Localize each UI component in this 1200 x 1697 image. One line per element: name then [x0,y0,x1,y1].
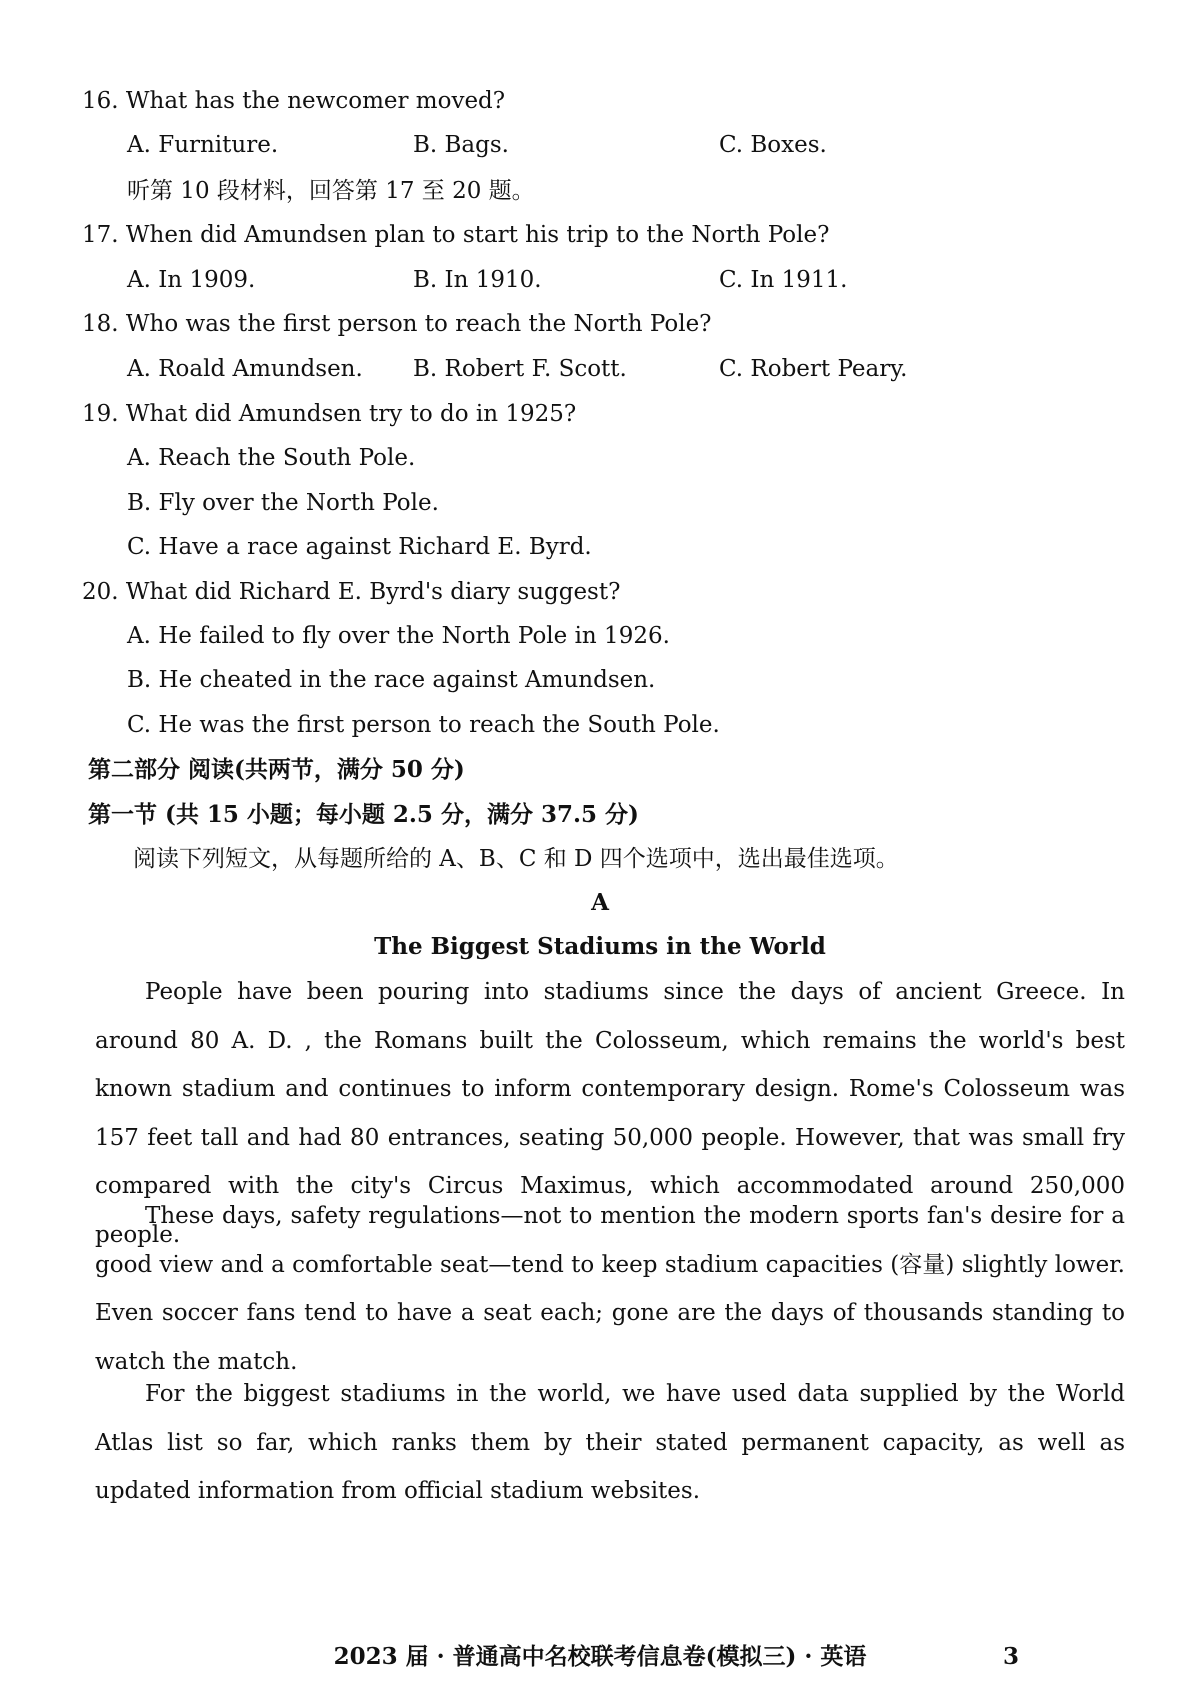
paragraph-text: For the biggest stadiums in the world, we have used data supplied by the World Atlas list so far, which ranks them by their stated permanent capacity, as well as updated information from official stadium websites. [95,1381,1125,1504]
question-20 [82,577,620,607]
passage-label: A [591,889,609,916]
option-19b: B. Fly over the North Pole. [127,490,439,516]
passage-paragraph-3 [95,1370,1125,1516]
option-17c: C. In 1911. [719,267,848,293]
option-20b: B. He cheated in the race against Amundsen. [127,667,656,693]
option-16b: B. Bags. [413,132,509,158]
option-17b: B. In 1910. [413,267,542,293]
question-text: What did Richard E. Byrd's diary suggest? [125,579,621,605]
option-19c: C. Have a race against Richard E. Byrd. [127,534,592,560]
paragraph-text: People have been pouring into stadiums since the days of ancient Greece. In around 80 A. D. , the Romans built the Colosseum, which remains the world's best known stadium and continues to inform contemporary design. Rome's Colosseum was 157 feet tall and had 80 entrances, seating 50,000 people. However, that was small fry compared with the city's Circus Maximus, which accommodated around 250,000 people. [95,979,1125,1248]
section1-heading: 第一节 (共 15 小题；每小题 2.5 分，满分 37.5 分) [88,801,639,828]
passage-paragraph-2 [95,1192,1125,1386]
question-number: 18. [82,311,119,337]
question-text: What did Amundsen try to do in 1925? [125,401,577,427]
part2-heading: 第二部分 阅读(共两节，满分 50 分) [88,756,465,783]
page-number: 3 [1003,1643,1020,1670]
question-number: 17. [82,222,119,248]
paragraph-text: These days, safety regulations—not to mention the modern sports fan's desire for a good view and a comfortable seat—tend to keep stadium capacities (容量) slightly lower. Even soccer fans tend to have a seat each; gone are the days of thousands standing to watch the match. [95,1203,1125,1375]
option-18a: A. Roald Amundsen. [127,356,363,382]
option-17a: A. In 1909. [127,267,256,293]
option-20c: C. He was the first person to reach the South Pole. [127,712,720,738]
option-18b: B. Robert F. Scott. [413,356,627,382]
option-16c: C. Boxes. [719,132,827,158]
question-number: 20. [82,579,119,605]
option-18c: C. Robert Peary. [719,356,908,382]
option-16a: A. Furniture. [127,132,279,158]
question-18 [82,309,712,339]
question-17 [82,220,829,250]
question-text: Who was the first person to reach the North Pole? [125,311,712,337]
footer-title: 2023 届 · 普通高中名校联考信息卷(模拟三) · 英语 [333,1643,867,1670]
option-19a: A. Reach the South Pole. [127,445,416,471]
option-20a: A. He failed to fly over the North Pole in 1926. [127,623,670,649]
question-19 [82,399,576,429]
reading-instruction: 阅读下列短文，从每题所给的 A、B、C 和 D 四个选项中，选出最佳选项。 [133,846,899,872]
question-text: What has the newcomer moved? [125,88,506,114]
question-number: 19. [82,401,119,427]
question-text: When did Amundsen plan to start his trip to the North Pole? [125,222,830,248]
passage-title: The Biggest Stadiums in the World [374,933,826,960]
question-number: 16. [82,88,119,114]
listening-instruction: 听第 10 段材料，回答第 17 至 20 题。 [127,178,535,204]
question-16 [82,86,505,116]
